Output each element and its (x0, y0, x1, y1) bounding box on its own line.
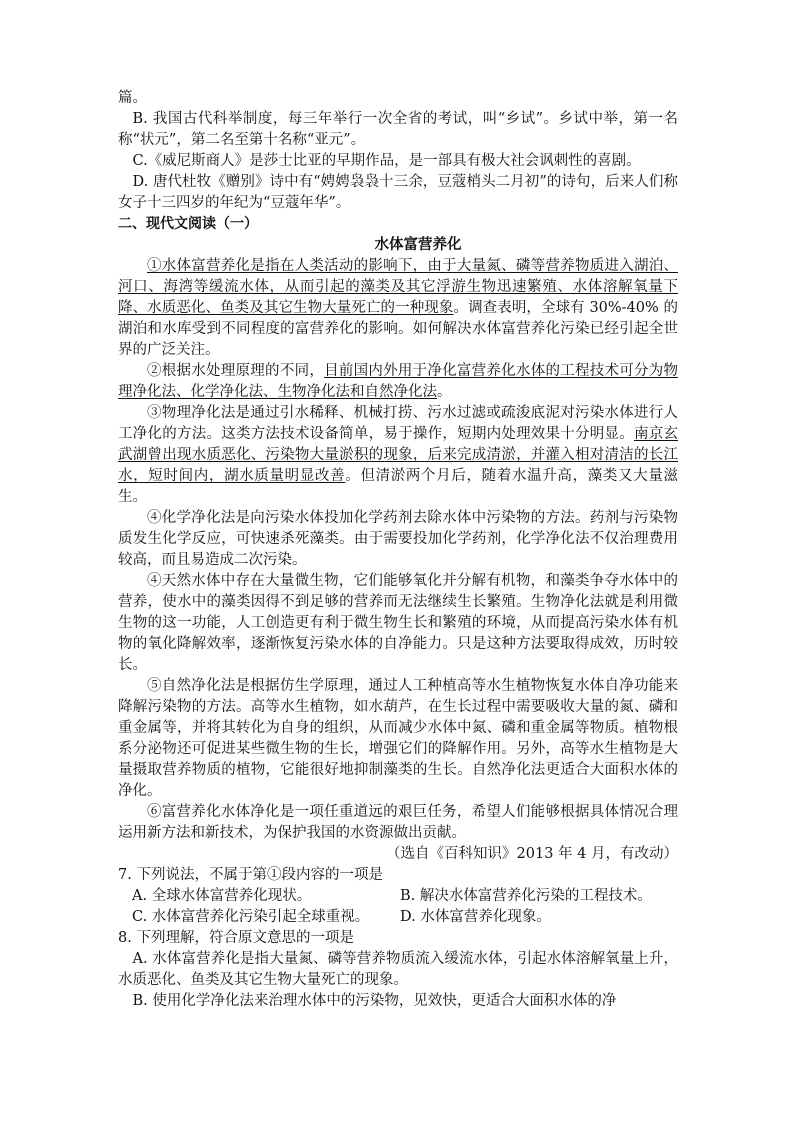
paragraph-3-underlined: 南京玄武湖曾出现水质恶化、污染物大量淤积的现象，后来完成清淤，并灌入相对清洁的长江水，短时间内，湖水质量明显改善 (118, 426, 679, 484)
paragraph-5: ④天然水体中存在大量微生物，它们能够氧化并分解有机物，和藻类争夺水体中的营养，使水中的藻类因得不到足够的营养而无法继续生长繁殖。生物净化法就是利用微生物的这一功能，人工创造更有利于微生物生长和繁殖的环境，从而提高污染水体有机物的氧化降解效率，逐渐恢复污染水体的自净能力。只是这种方法要取得成效，历时较长。 (118, 573, 678, 673)
question-8-option-b: B. 使用化学净化法来治理水体中的污染物，见效快，更适合大面积水体的净 (132, 993, 617, 1009)
prev-question-tail: 篇。 (118, 90, 147, 106)
question-8-option-a: A. 水体富营养化是指大量氮、磷等营养物质流入缓流水体，引起水体溶解氧量上升，水质恶化、鱼类及其它生物大量死亡的现象。 (118, 951, 678, 988)
paragraph-2 (118, 361, 678, 403)
paragraph-2-end: 。 (437, 384, 452, 400)
document-page (118, 88, 678, 1012)
article-title: 水体富营养化 (374, 237, 462, 253)
paragraph-1 (118, 256, 678, 361)
question-7-option-a: A. 全球水体富营养化现状。 (132, 888, 312, 904)
paragraph-4: ④化学净化法是向污染水体投加化学药剂去除水体中污染物的方法。药剂与污染物质发生化学反应，可快速杀死藻类。由于需要投加化学药剂，化学净化法不仅治理费用较高，而且易造成二次污染。 (118, 510, 678, 568)
question-7-options-row-2 (118, 907, 678, 928)
question-7-option-c: C. 水体富营养化污染引起全球重视。 (132, 909, 370, 925)
paragraph-3 (118, 403, 678, 508)
paragraph-2-underlined: 目前国内外用于净化富营养化水体的工程技术可分为物理净化法、化学净化法、生物净化法和自然净化法 (118, 363, 679, 400)
question-8-stem: 8. 下列理解，符合原文意思的一项是 (118, 930, 354, 946)
paragraph-6: ⑤自然净化法是根据仿生学原理，通过人工种植高等水生植物恢复水体自净功能来降解污染物的方法。高等水生植物，如水葫芦，在生长过程中需要吸收大量的氮、磷和重金属等，并将其转化为自身的组织，从而减少水体中氮、磷和重金属等物质。植物根系分泌物还可促进某些微生物的生长，增强它们的降解作用。另外，高等水生植物是大量摄取营养物质的植物，它能很好地抑制藻类的生长。自然净化法更适合大面积水体的净化。 (118, 678, 678, 799)
question-7-option-b: B. 解决水体富营养化污染的工程技术。 (400, 888, 652, 904)
paragraph-1-underlined: ①水体富营养化是指在人类活动的影响下，由于大量氮、磷等营养物质进入湖泊、河口、海湾等缓流水体，从而引起的藻类及其它浮游生物迅速繁殖、水体溶解氧量下降、水质恶化、鱼类及其它生物大量死亡的一种现象 (118, 258, 678, 316)
paragraph-7: ⑥富营养化水体净化是一项任重道远的艰巨任务，希望人们能够根据具体情况合理运用新方法和新技术，为保护我国的水资源做出贡献。 (118, 804, 678, 841)
article-source: （选自《百科知识》2013 年 4 月，有改动） (386, 846, 678, 862)
paragraph-2-lead: ②根据水处理原理的不同， (147, 363, 325, 379)
paragraph-3-end: 。但清淤两个月后，随着水温升高，藻类又大量滋生。 (118, 468, 679, 505)
prev-option-d: D. 唐代杜牧《赠别》诗中有“娉娉袅袅十三余，豆蔻梢头二月初”的诗句，后来人们称女子十三四岁的年纪为“豆蔻年华”。 (118, 174, 678, 211)
question-7-options-row-1 (118, 886, 678, 907)
question-7-stem: 7. 下列说法，不属于第①段内容的一项是 (118, 867, 383, 883)
question-7-option-d: D. 水体富营养化现象。 (400, 909, 551, 925)
paragraph-1-rest: 。调查表明，全球有 30%-40% 的湖泊和水库受到不同程度的富营养化的影响。如何解决水体富营养化污染已经引起全世界的广泛关注。 (118, 300, 679, 358)
prev-option-b: B. 我国古代科举制度，每三年举行一次全省的考试，叫“乡试”。乡试中举，第一名称“状元”，第二名至第十名称“亚元”。 (118, 111, 678, 148)
paragraph-3-lead: ③物理净化法是通过引水稀释、机械打捞、污水过滤或疏浚底泥对污染水体进行人工净化的方法。这类方法技术设备简单，易于操作，短期内处理效果十分明显。 (118, 405, 678, 442)
prev-option-c: C.《威尼斯商人》是莎士比亚的早期作品，是一部具有极大社会讽刺性的喜剧。 (132, 153, 641, 169)
section-heading: 二、现代文阅读（一） (118, 216, 258, 232)
